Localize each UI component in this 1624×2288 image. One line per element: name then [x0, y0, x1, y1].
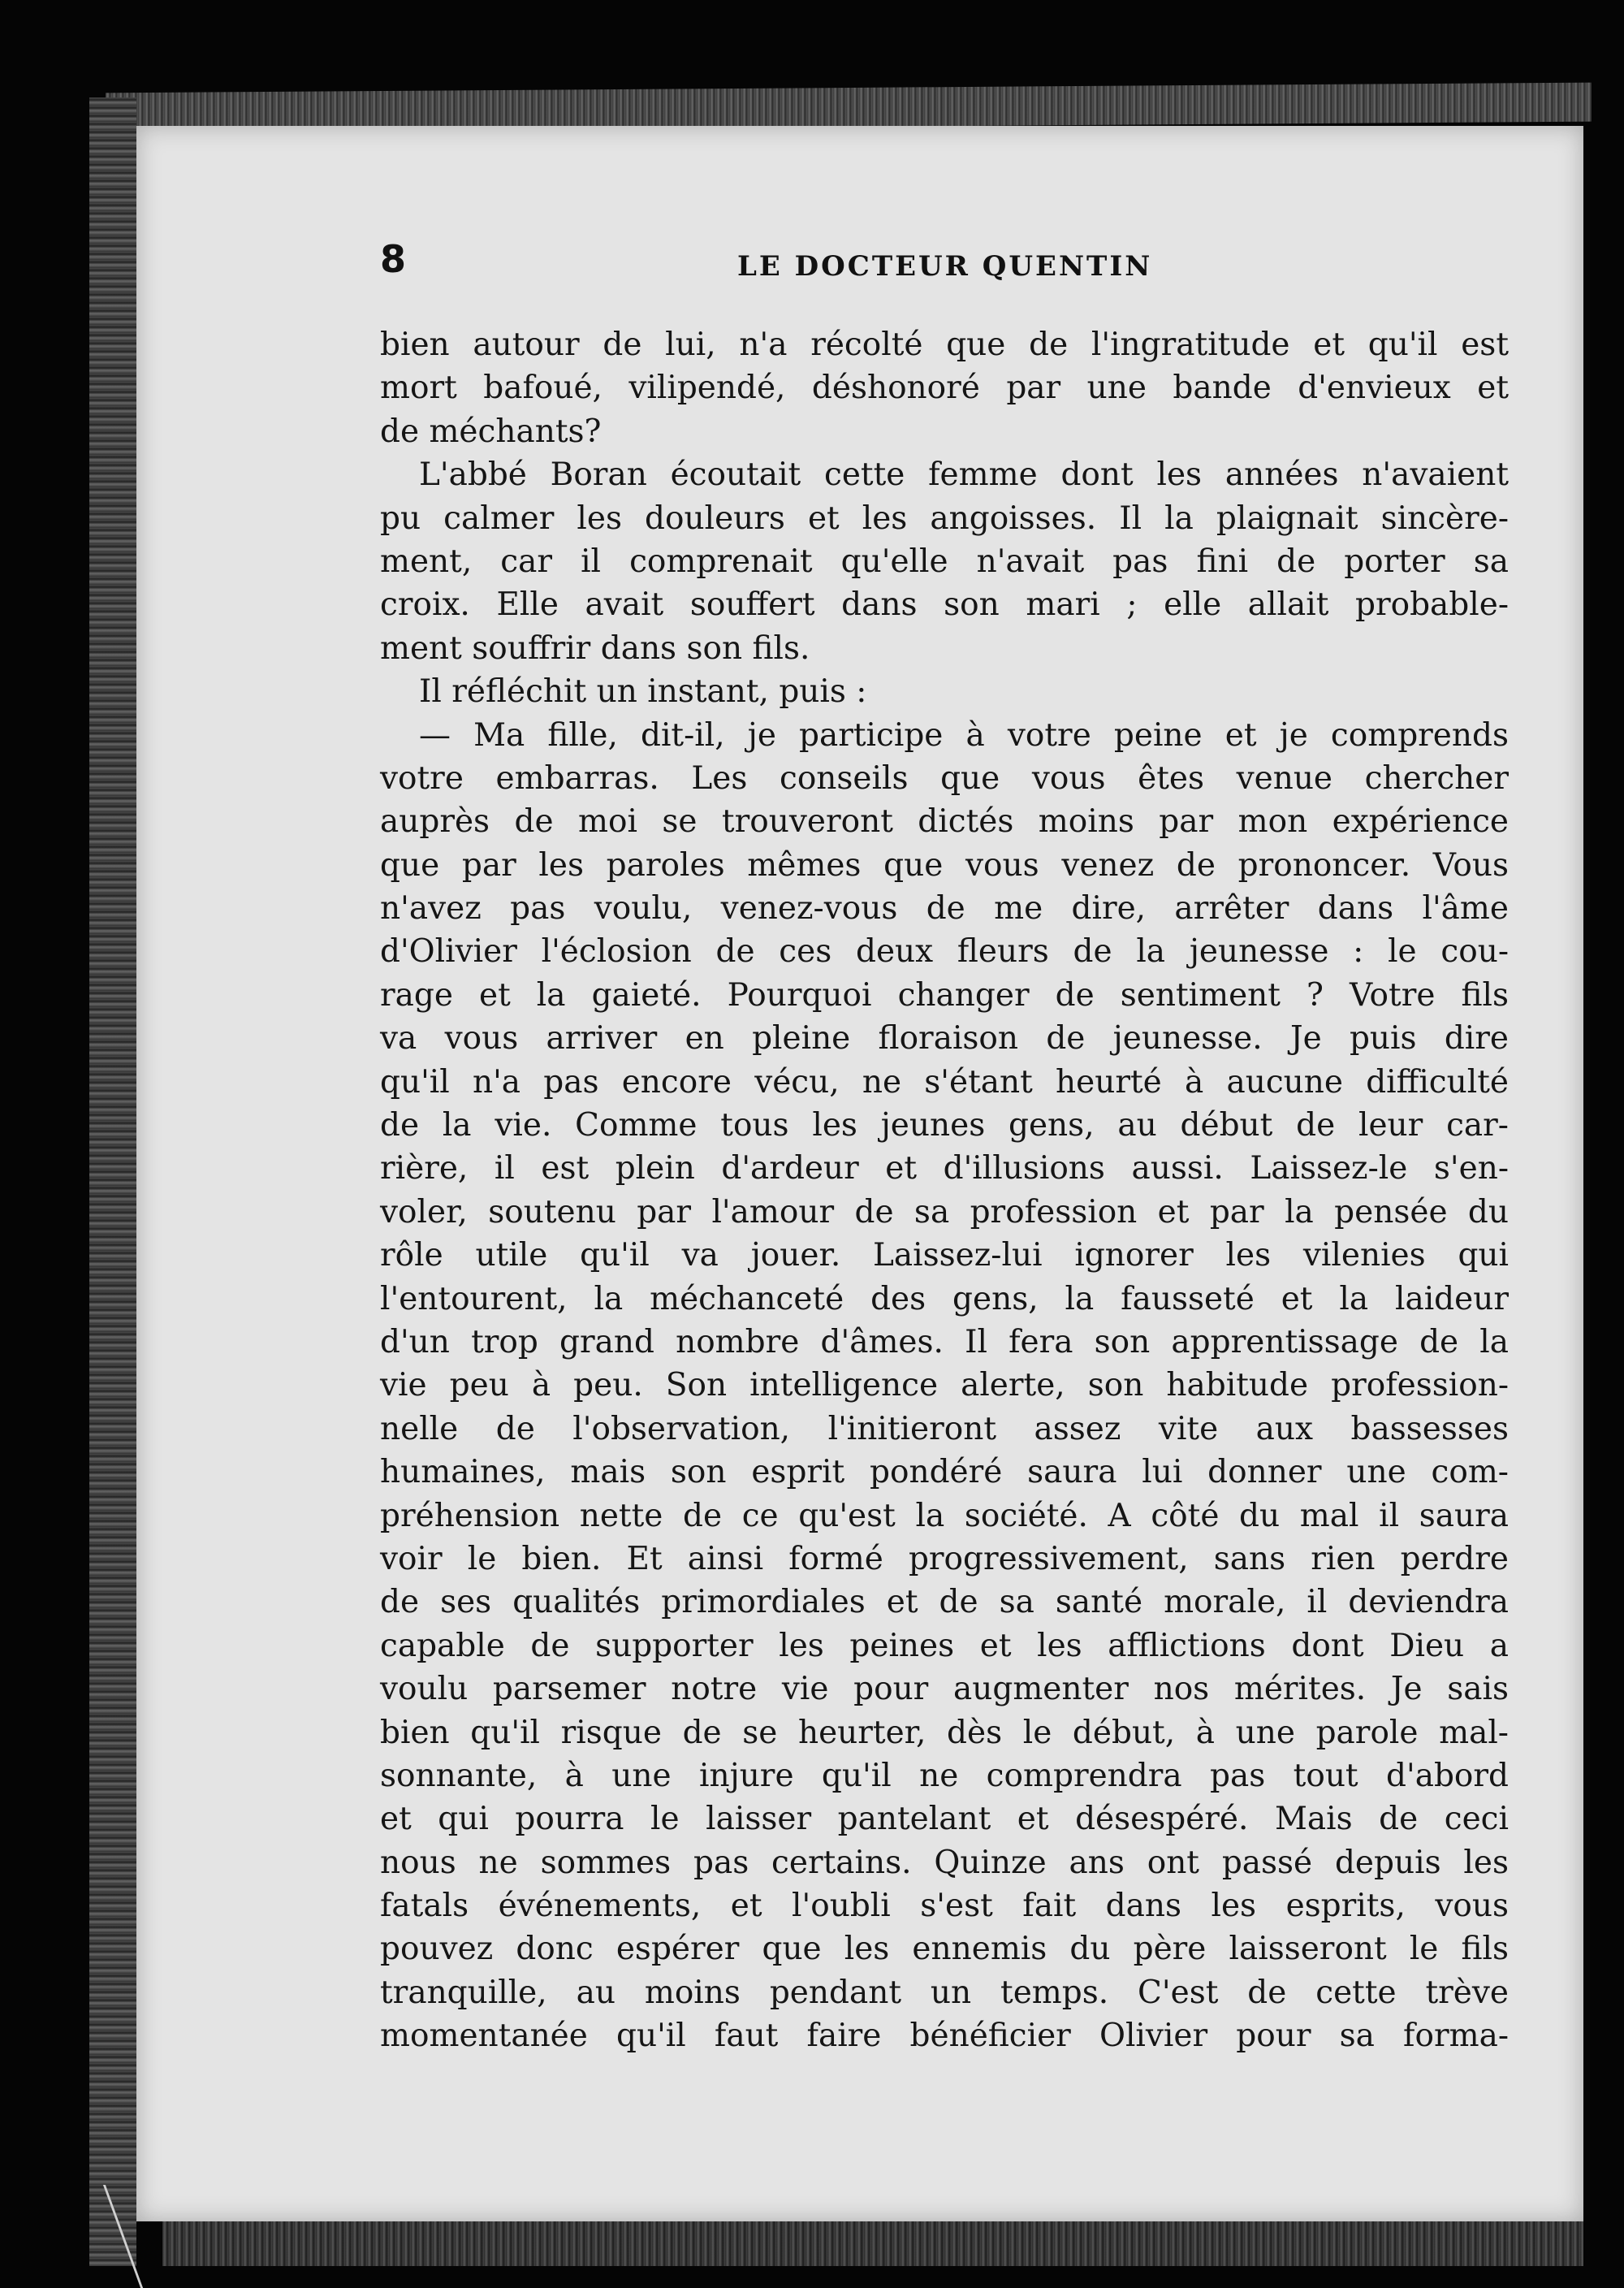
text-line: rage et la gaieté. Pourquoi changer de sentiment ? Votre fils	[380, 976, 1509, 1014]
text-line: ment, car il comprenait qu'elle n'avait pas fini de porter sa	[380, 543, 1509, 580]
text-line: humaines, mais son esprit pondéré saura lui donner une com-	[380, 1454, 1509, 1491]
text-line: va vous arriver en pleine floraison de jeunesse. Je puis dire	[380, 1020, 1509, 1057]
book-edge-bottom	[162, 2217, 1583, 2266]
text-line: de ses qualités primordiales et de sa santé morale, il deviendra	[380, 1584, 1509, 1621]
text-line: votre embarras. Les conseils que vous êtes venue chercher	[380, 759, 1509, 797]
text-line: voir le bien. Et ainsi formé progressivement, sans rien perdre	[380, 1540, 1509, 1577]
text-line: rôle utile qu'il va jouer. Laissez-lui ignorer les vilenies qui	[380, 1237, 1509, 1274]
text-line: pouvez donc espérer que les ennemis du père laisseront le fils	[380, 1931, 1509, 1968]
text-line: vie peu à peu. Son intelligence alerte, son habitude profession-	[380, 1367, 1509, 1404]
text-line: croix. Elle avait souffert dans son mari ; elle allait probable-	[380, 586, 1509, 624]
text-line: d'Olivier l'éclosion de ces deux fleurs de la jeunesse : le cou-	[380, 933, 1509, 971]
text-line: de la vie. Comme tous les jeunes gens, au début de leur car-	[380, 1107, 1509, 1144]
text-line: nous ne sommes pas certains. Quinze ans ont passé depuis les	[380, 1844, 1509, 1881]
text-line: momentanée qu'il faut faire bénéficier Olivier pour sa forma-	[380, 2018, 1509, 2055]
text-line: et qui pourra le laisser pantelant et désespéré. Mais de ceci	[380, 1801, 1509, 1838]
text-line: nelle de l'observation, l'initieront assez vite aux bassesses	[380, 1410, 1509, 1447]
text-line: que par les paroles mêmes que vous venez de prononcer. Vous	[380, 846, 1509, 884]
book-edge-left	[89, 97, 136, 2266]
text-line: l'entourent, la méchanceté des gens, la fausseté et la laideur	[380, 1280, 1509, 1317]
text-line: bien autour de lui, n'a récolté que de l'ingratitude et qu'il est	[380, 327, 1509, 363]
text-line: bien qu'il risque de se heurter, dès le début, à une parole mal-	[380, 1714, 1509, 1751]
text-line: mort bafoué, vilipendé, déshonoré par une bande d'envieux et	[380, 370, 1509, 407]
text-line: voler, soutenu par l'amour de sa profession et par la pensée du	[380, 1193, 1509, 1231]
text-line: qu'il n'a pas encore vécu, ne s'étant heurté à aucune difficulté	[380, 1063, 1509, 1101]
text-line: capable de supporter les peines et les afflictions dont Dieu a	[380, 1627, 1509, 1664]
body-text	[380, 323, 1509, 2058]
running-title: LE DOCTEUR QUENTIN	[737, 250, 1153, 283]
text-line: fatals événements, et l'oubli s'est fait dans les esprits, vous	[380, 1888, 1509, 1925]
text-line: ment souffrir dans son fils.	[380, 629, 810, 667]
text-line: L'abbé Boran écoutait cette femme dont les années n'avaient	[419, 456, 1509, 494]
text-line: — Ma fille, dit-il, je participe à votre peine et je comprends	[419, 716, 1509, 754]
text-line: n'avez pas voulu, venez-vous de me dire, arrêter dans l'âme	[380, 890, 1509, 928]
text-line: sonnante, à une injure qu'il ne comprendra pas tout d'abord	[380, 1757, 1509, 1794]
running-head	[380, 237, 1598, 286]
text-line: rière, il est plein d'ardeur et d'illusions aussi. Laissez-le s'en-	[380, 1150, 1509, 1187]
text-line: pu calmer les douleurs et les angoisses. Il la plaignait sincère-	[380, 500, 1509, 537]
text-line: de méchants?	[380, 413, 602, 450]
text-line: préhension nette de ce qu'est la société. A côté du mal il saura	[380, 1497, 1509, 1534]
text-line: voulu parsemer notre vie pour augmenter nos mérites. Je sais	[380, 1671, 1509, 1708]
text-line: d'un trop grand nombre d'âmes. Il fera son apprentissage de la	[380, 1323, 1509, 1360]
text-line: tranquille, au moins pendant un temps. C'est de cette trève	[380, 1974, 1509, 2011]
text-line: auprès de moi se trouveront dictés moins par mon expérience	[380, 803, 1509, 841]
page-number: 8	[380, 237, 407, 281]
text-line: Il réfléchit un instant, puis :	[419, 673, 867, 711]
